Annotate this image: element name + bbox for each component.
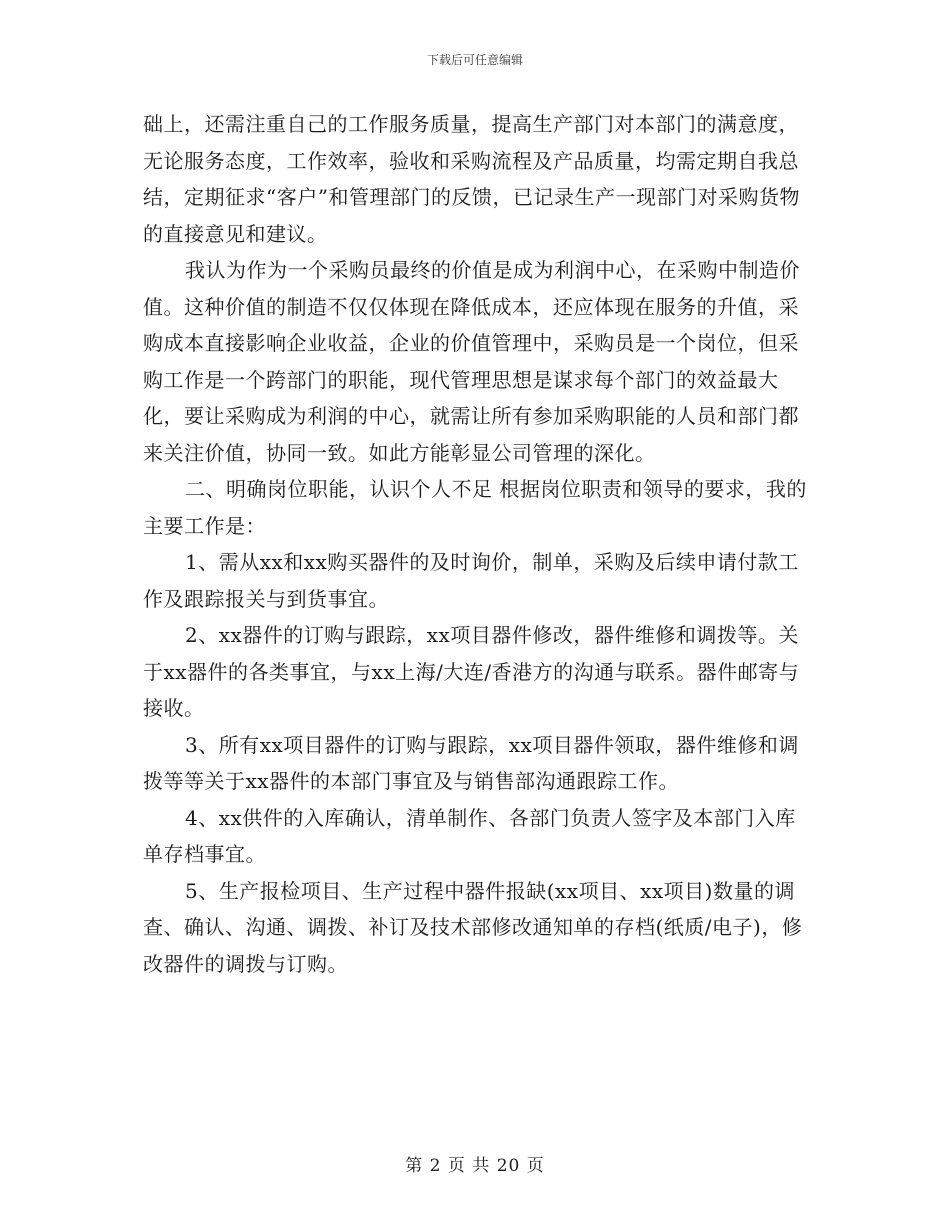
paragraph-item-5: 5、生产报检项目、生产过程中器件报缺(xx项目、xx项目)数量的调查、确认、沟通、调拨、补订及技术部修改通知单的存档(纸质/电子)，修改器件的调拨与订购。: [143, 878, 803, 976]
paragraph-item-2: 2、xx器件的订购与跟踪，xx项目器件修改，器件维修和调拨等。关于xx器件的各类事宜，与xx上海/大连/香港方的沟通与联系。器件邮寄与接收。: [143, 623, 800, 720]
document-body: [143, 106, 813, 982]
paragraph-section-two-heading: 二、明确岗位职能，认识个人不足 根据岗位职责和领导的要求，我的主要工作是：: [143, 477, 807, 538]
paragraph-continuation: 础上，还需注重自己的工作服务质量，提高生产部门对本部门的满意度，无论服务态度，工作效率，验收和采购流程及产品质量，均需定期自我总结，定期征求“客户”和管理部门的反馈，已记录生产一现部门对采购货物的直接意见和建议。: [143, 112, 800, 246]
paragraph-item-1: 1、需从xx和xx购买器件的及时询价，制单，采购及后续申请付款工作及跟踪报关与到货事宜。: [143, 550, 799, 611]
page-number-footer: 第 2 页 共 20 页: [405, 1156, 545, 1176]
paragraph-purchaser-value: 我认为作为一个采购员最终的价值是成为利润中心，在采购中制造价值。这种价值的制造不仅仅体现在降低成本，还应体现在服务的升值，采购成本直接影响企业收益，企业的价值管理中，采购员是一个岗位，但采购工作是一个跨部门的职能，现代管理思想是谋求每个部门的效益最大化，要让采购成为利润的中心，就需让所有参加采购职能的人员和部门都来关注价值，协同一致。如此方能彰显公司管理的深化。: [143, 258, 800, 465]
paragraph-item-4: 4、xx供件的入库确认，清单制作、各部门负责人签字及本部门入库单存档事宜。: [143, 805, 796, 866]
page-header: 下载后可任意编辑: [426, 53, 523, 67]
paragraph-item-3: 3、所有xx项目器件的订购与跟踪，xx项目器件领取，器件维修和调拨等等关于xx器件的本部门事宜及与销售部沟通跟踪工作。: [143, 732, 799, 793]
